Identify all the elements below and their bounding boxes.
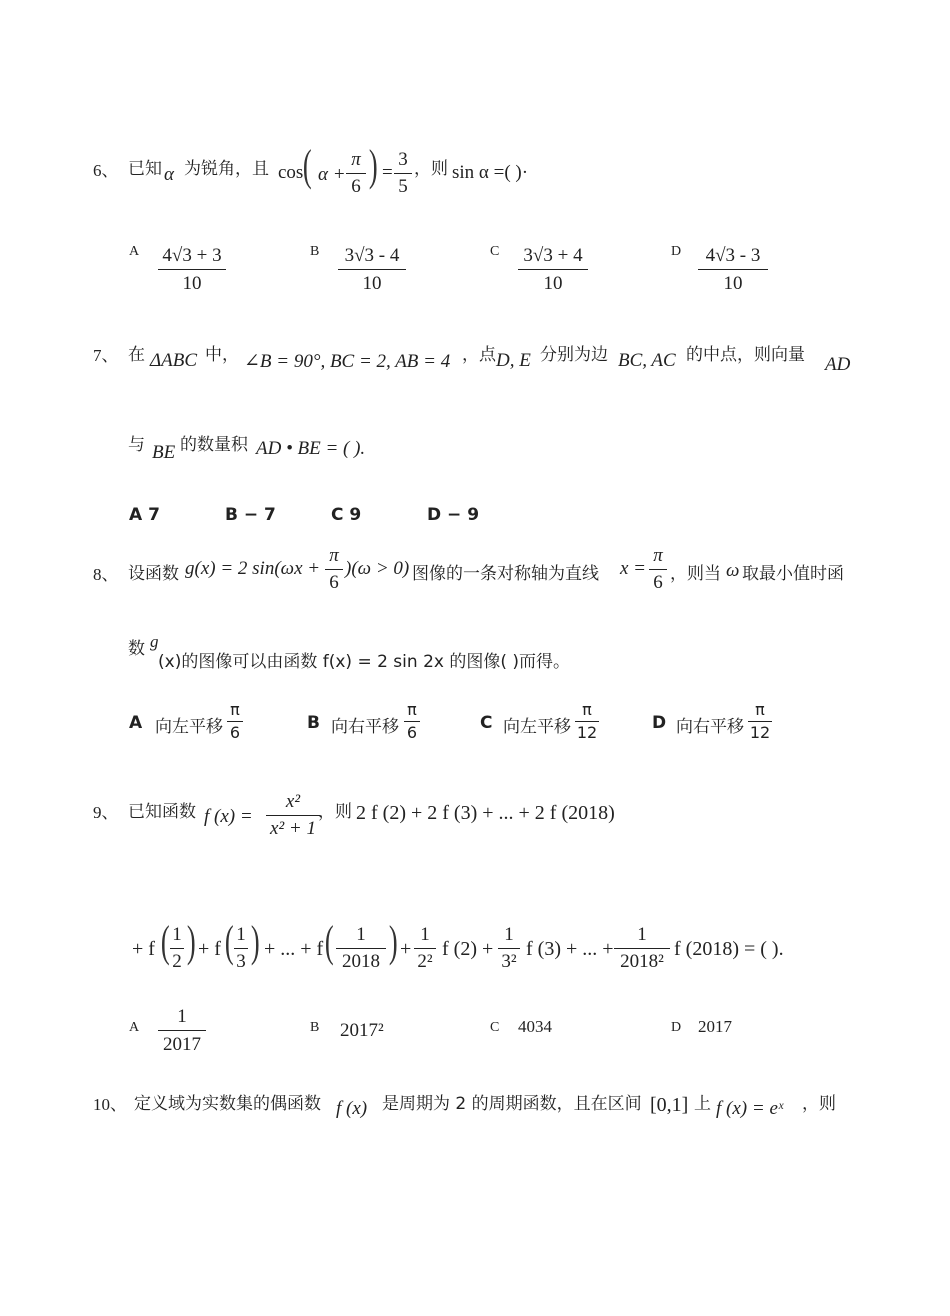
fraction-bar [414, 948, 436, 949]
math-expression: )(ω > 0) [345, 558, 410, 579]
left-paren: ( [160, 917, 170, 966]
fraction [266, 790, 320, 841]
numerator: x² [285, 791, 301, 812]
fraction [234, 923, 248, 974]
fraction [325, 544, 343, 595]
math-expression: cos [278, 162, 304, 183]
right-paren: ) [186, 917, 196, 966]
option-b-value: 2017² [340, 1020, 384, 1041]
fraction-bar [575, 721, 599, 722]
math-expression: AD [825, 354, 851, 375]
denominator: 2017 [163, 1034, 201, 1055]
fraction [404, 700, 420, 743]
question-text: ，则 [318, 802, 352, 822]
question-text: 已知 [128, 159, 162, 179]
numerator: 1 [177, 1006, 187, 1027]
math-term: + [400, 938, 412, 960]
option-a-fraction [158, 1004, 206, 1059]
math-expression: ∠B = 90°, BC = 2, AB = 4 [244, 351, 451, 372]
denominator: 10 [362, 273, 382, 294]
math-expression: 2 f (2) + 2 f (3) + ... + 2 f (2018) [356, 802, 615, 824]
numerator: π [582, 700, 592, 719]
math-expression: x = [620, 558, 647, 579]
math-expression: [0,1] [650, 1094, 689, 1116]
denominator: 12 [576, 723, 598, 742]
fraction [170, 923, 184, 974]
equals-sign: = [382, 162, 393, 183]
question-text: 分别为边 [540, 345, 608, 365]
denominator: x² + 1 [270, 818, 316, 839]
fraction-bar [748, 721, 772, 722]
numerator: π [653, 545, 663, 566]
question-text: ，则 [414, 159, 448, 179]
option-letter: D [671, 244, 682, 259]
option-letter: D [652, 713, 667, 733]
numerator: 1 [356, 924, 366, 945]
math-symbol: α [164, 164, 174, 185]
right-paren: ) [368, 141, 378, 190]
fraction-bar [394, 173, 412, 174]
fraction-bar [336, 948, 386, 949]
question-text: 设函数 [128, 564, 179, 584]
math-expression: BE [152, 442, 176, 463]
left-paren: ( [302, 141, 312, 190]
math-expression: ΔABC [150, 350, 198, 371]
question-text: 是周期为 2 的周期函数，且在区间 [382, 1094, 642, 1114]
denominator: 12 [749, 723, 771, 742]
fraction [614, 923, 670, 974]
math-term: + f [132, 938, 155, 960]
denominator: 6 [653, 572, 663, 593]
question-text: 图像的一条对称轴为直线 [412, 564, 599, 584]
option-text: 向右平移 [331, 717, 399, 737]
numerator: 3√3 + 4 [523, 245, 583, 266]
fraction-bar [649, 569, 667, 570]
question-text: (x)的图像可以由函数 f(x) = 2 sin 2x 的图像( )而得。 [158, 652, 571, 672]
math-term: + ... + f [264, 938, 324, 960]
fraction-bar [170, 948, 184, 949]
right-paren: ) [388, 917, 398, 966]
numerator: π [329, 545, 339, 566]
question-text: 中， [205, 345, 239, 365]
math-expression: BC, AC [618, 350, 676, 371]
denominator: 2018² [620, 951, 664, 972]
option-letter: C [490, 1020, 500, 1035]
math-term: + f [198, 938, 221, 960]
question-text: ，则当 [670, 564, 721, 584]
math-expression: sin α =( )· [452, 162, 529, 183]
numerator: π [407, 700, 417, 719]
math-expression: g(x) = 2 sin(ωx + [185, 558, 321, 579]
question-number: 9、 [93, 803, 119, 822]
question-text: 的中点，则向量 [686, 345, 805, 365]
question-text: 为锐角，且 [184, 159, 269, 179]
numerator: π [755, 700, 765, 719]
option-letter: C [490, 244, 500, 259]
question-text: 与 [128, 435, 145, 455]
option-d-value: 2017 [698, 1017, 732, 1036]
denominator: 6 [406, 723, 418, 742]
fraction-bar [614, 948, 670, 949]
option-a: A 7 [129, 505, 160, 525]
denominator: 6 [351, 176, 361, 197]
numerator: 3 [398, 149, 408, 170]
denominator: 5 [398, 176, 408, 197]
math-term: f (3) + ... + [526, 938, 614, 960]
question-text: 在 [128, 345, 145, 365]
fraction-bar [227, 721, 243, 722]
numerator: 1 [420, 924, 430, 945]
option-letter: A [129, 713, 143, 733]
option-letter: C [480, 713, 493, 733]
option-letter: B [310, 1020, 320, 1035]
question-text: ，点 [462, 345, 496, 365]
denominator: 10 [182, 273, 202, 294]
math-symbol: g [150, 632, 159, 651]
math-expression: f (x) [336, 1098, 368, 1119]
fraction-bar [234, 948, 248, 949]
option-b-fraction [338, 243, 406, 298]
numerator: 1 [172, 924, 182, 945]
math-expression: f (x) = [204, 806, 253, 827]
math-expression: f (x) = eˣ [716, 1098, 784, 1119]
left-paren: ( [224, 917, 234, 966]
numerator: π [351, 149, 361, 170]
question-text: 定义域为实数集的偶函数 [134, 1094, 321, 1114]
option-d: D − 9 [427, 505, 480, 525]
option-letter: A [129, 1020, 140, 1035]
math-expression: α + [318, 164, 346, 185]
denominator: 10 [723, 273, 743, 294]
denominator: 3 [236, 951, 246, 972]
question-number: 7、 [93, 346, 119, 365]
fraction-bar [404, 721, 420, 722]
numerator: 1 [637, 924, 647, 945]
fraction [394, 148, 412, 199]
question-text: 取最小值时函 [742, 564, 844, 584]
denominator: 6 [229, 723, 241, 742]
question-number: 6、 [93, 161, 119, 180]
denominator: 2 [172, 951, 182, 972]
option-c-fraction [518, 243, 588, 298]
question-number: 8、 [93, 565, 119, 584]
option-d-fraction [698, 243, 768, 298]
fraction [227, 700, 243, 743]
fraction-bar [266, 815, 320, 816]
math-symbol: ω [726, 560, 740, 581]
math-expression: D, E [496, 350, 531, 371]
fraction [498, 923, 520, 974]
denominator: 6 [329, 572, 339, 593]
fraction-bar [346, 173, 366, 174]
option-letter: A [129, 244, 140, 259]
option-a-fraction [158, 243, 226, 298]
numerator: 1 [504, 924, 514, 945]
denominator: 10 [543, 273, 563, 294]
denominator: 3² [501, 951, 517, 972]
question-text: 已知函数 [128, 802, 196, 822]
denominator: 2² [417, 951, 433, 972]
math-expression: AD • BE = ( ). [256, 438, 366, 459]
numerator: 1 [236, 924, 246, 945]
fraction [575, 700, 599, 743]
question-text: 数 [128, 639, 145, 659]
right-paren: ) [250, 917, 260, 966]
numerator: π [230, 700, 240, 719]
fraction-bar [325, 569, 343, 570]
fraction [346, 148, 366, 199]
option-letter: B [310, 244, 320, 259]
question-text: 的数量积 [180, 435, 248, 455]
fraction [748, 700, 772, 743]
option-letter: D [671, 1020, 682, 1035]
left-paren: ( [324, 917, 334, 966]
fraction [649, 544, 667, 595]
numerator: 4√3 - 3 [705, 245, 761, 266]
question-text: 上 [694, 1094, 711, 1114]
question-number: 10、 [93, 1095, 127, 1114]
fraction [414, 923, 436, 974]
option-text: 向左平移 [155, 717, 223, 737]
fraction-bar [498, 948, 520, 949]
option-letter: B [307, 713, 320, 733]
option-text: 向右平移 [676, 717, 744, 737]
fraction [336, 923, 386, 974]
question-text: ，则 [802, 1094, 836, 1114]
option-b: B − 7 [225, 505, 276, 525]
numerator: 3√3 - 4 [344, 245, 400, 266]
option-text: 向左平移 [503, 717, 571, 737]
option-c: C 9 [331, 505, 362, 525]
option-c-value: 4034 [518, 1017, 552, 1036]
math-term: f (2) + [442, 938, 494, 960]
math-term: f (2018) = ( ). [674, 938, 784, 960]
numerator: 4√3 + 3 [162, 245, 222, 266]
denominator: 2018 [342, 951, 380, 972]
